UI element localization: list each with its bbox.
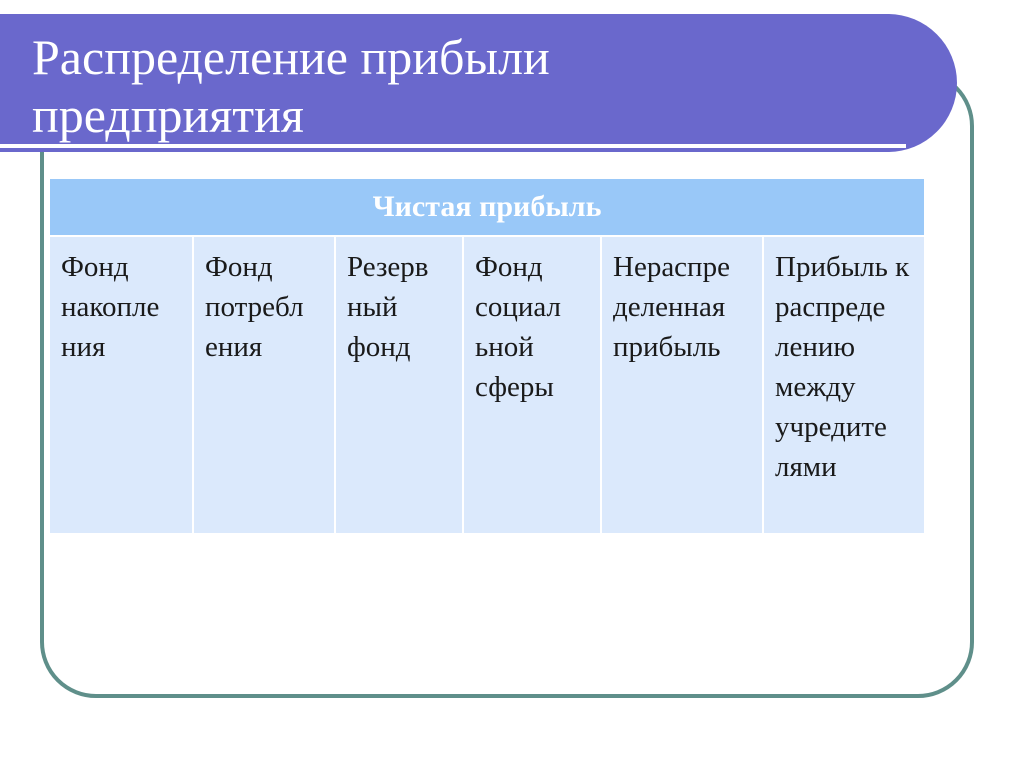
cell-retained-earnings: Нераспре деленная прибыль: [601, 236, 763, 533]
cell-accumulation-fund: Фонд накопле ния: [50, 236, 193, 533]
cell-reserve-fund: Резерв ный фонд: [335, 236, 463, 533]
cell-consumption-fund: Фонд потребл ения: [193, 236, 335, 533]
table-header-row: [50, 179, 924, 236]
slide-title: Распределение прибыли предприятия: [32, 29, 550, 143]
table-header-net-profit: Чистая прибыль: [50, 179, 924, 236]
cell-profit-to-founders: Прибыль к распреде лению между учредите лями: [763, 236, 924, 533]
profit-distribution-table: [50, 179, 924, 533]
cell-social-sphere-fund: Фонд социал ьной сферы: [463, 236, 601, 533]
table-row: [50, 236, 924, 533]
title-band: [0, 14, 957, 152]
title-underline: [0, 144, 906, 148]
